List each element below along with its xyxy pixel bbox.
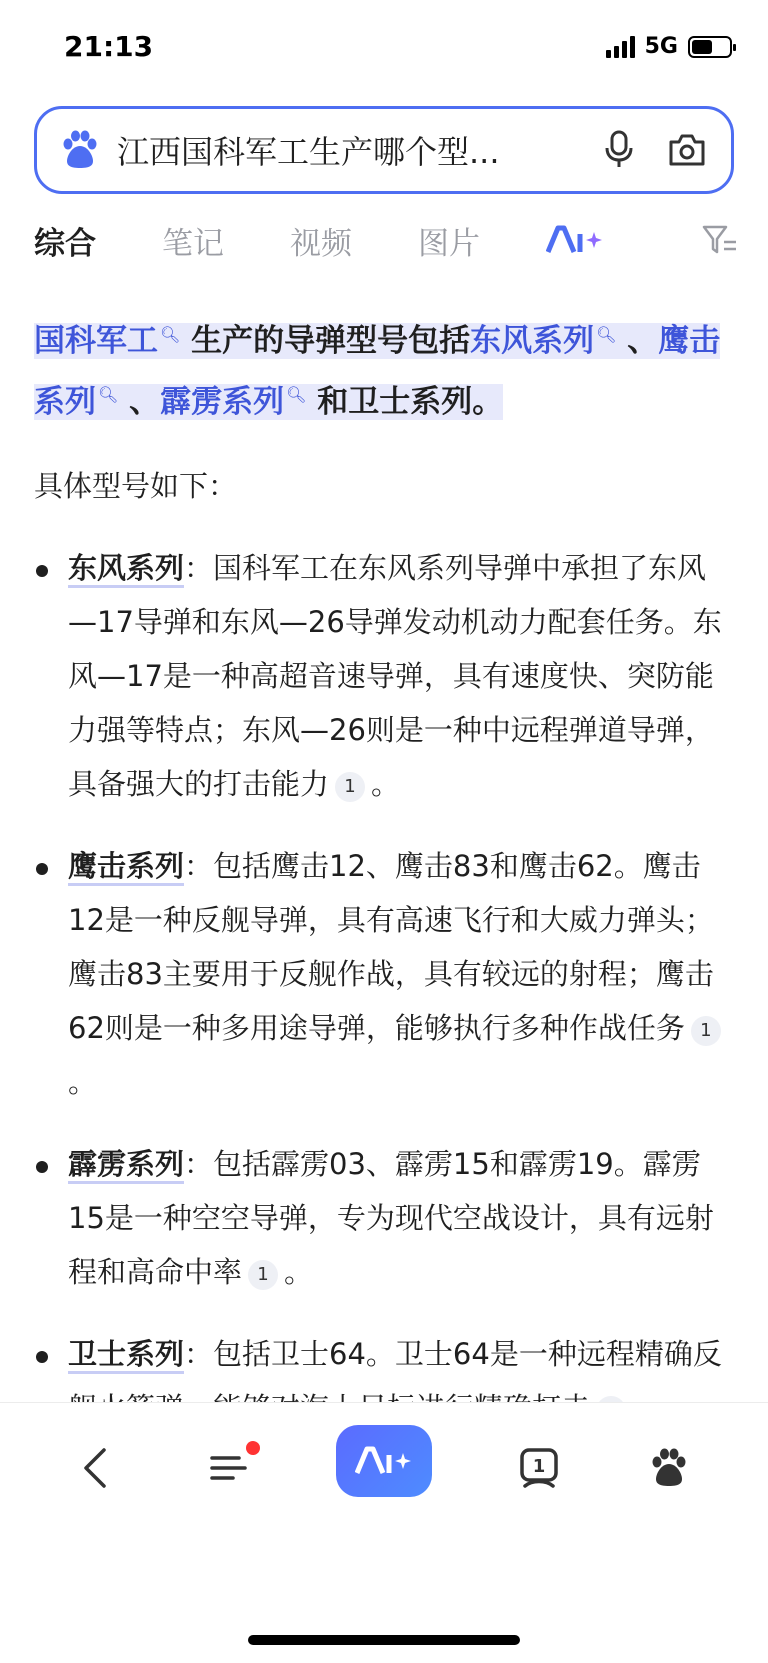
entity-link-dongfeng[interactable]: 东风系列	[470, 323, 595, 360]
search-icon: 🔍︎	[286, 385, 307, 405]
item-body: ：国科军工在东风系列导弹中承担了东风—17导弹和东风—26导弹发动机动力配套任务。东风—17是一种高超音速导弹，具有速度快、突防能力强等特点；东风—26则是一种中远程弹道导弹，具备强大的打击能力	[68, 550, 722, 801]
camera-icon	[667, 132, 707, 168]
baidu-home-button[interactable]	[634, 1433, 704, 1503]
item-title[interactable]: 卫士系列	[68, 1337, 184, 1374]
baidu-paw-icon	[59, 129, 101, 171]
status-time: 21:13	[64, 30, 154, 63]
tab-notes[interactable]: 笔记	[162, 225, 224, 262]
item-title[interactable]: 鹰击系列	[68, 849, 184, 886]
item-body: ：包括霹雳03、霹雳15和霹雳19。霹雳15是一种空空导弹，专为现代空战设计，具有远射程和高命中率	[68, 1146, 714, 1289]
menu-button[interactable]	[194, 1433, 264, 1503]
item-end: 。	[68, 1064, 98, 1099]
search-icon: 🔍︎	[160, 325, 181, 344]
ai-assistant-button[interactable]	[336, 1425, 432, 1497]
tab-images[interactable]: 图片	[418, 225, 480, 262]
image-search-button[interactable]	[665, 128, 709, 172]
answer-summary	[34, 308, 734, 429]
tab-count: 1	[532, 1456, 546, 1477]
citation-badge[interactable]: 1	[335, 772, 365, 802]
home-indicator	[248, 1635, 520, 1645]
battery-icon	[688, 36, 732, 58]
search-icon: 🔍︎	[596, 325, 617, 344]
entity-link-pili[interactable]: 霹雳系列	[160, 383, 285, 420]
item-body: ：包括鹰击12、鹰击83和鹰击62。鹰击12是一种反舰导弹，具有高速飞行和大威力弹头；鹰击83主要用于反舰作战，具有较远的射程；鹰击62则是一种多用途导弹，能够执行多种作战任务	[68, 848, 714, 1045]
tab-all[interactable]: 综合	[34, 225, 96, 262]
status-bar	[0, 0, 768, 96]
item-title[interactable]: 东风系列	[68, 551, 184, 588]
summary-text: 和卫士系列。	[317, 383, 504, 420]
summary-separator: 、	[129, 383, 161, 420]
citation-badge[interactable]: 1	[248, 1260, 278, 1290]
entity-link-yingji[interactable]: 鹰击系列	[34, 323, 721, 420]
signal-icon	[606, 36, 635, 58]
item-body: ：包括卫士64。卫士64是一种远程精确反	[184, 1336, 722, 1371]
ai-answer	[34, 272, 734, 1435]
tab-videos[interactable]: 视频	[290, 225, 352, 262]
item-title[interactable]: 霹雳系列	[68, 1147, 184, 1184]
search-input[interactable]: 江西国科军工生产哪个型...	[117, 133, 500, 171]
tab-ai[interactable]	[546, 224, 604, 256]
item-end: 。	[284, 1254, 314, 1289]
tabs-count-icon	[517, 1446, 561, 1490]
search-box[interactable]	[34, 106, 734, 194]
item-end: 。	[371, 766, 401, 801]
list-item	[34, 1137, 734, 1299]
list-item	[34, 541, 734, 811]
voice-search-button[interactable]	[597, 128, 641, 172]
entity-link-guoke[interactable]: 国科军工	[34, 323, 158, 360]
notification-dot	[246, 1441, 260, 1455]
citation-badge[interactable]: 1	[691, 1016, 721, 1046]
network-type: 5G	[644, 34, 678, 59]
bottom-nav	[0, 1402, 768, 1663]
answer-intro: 具体型号如下：	[34, 468, 238, 503]
summary-text: 生产的导弹型号包括	[191, 323, 471, 360]
tabs-button[interactable]	[504, 1433, 574, 1503]
ai-sparkle-icon	[546, 224, 604, 256]
search-icon: 🔍︎	[98, 385, 119, 405]
back-button[interactable]	[60, 1433, 130, 1503]
result-tabs	[0, 208, 768, 272]
ai-sparkle-icon	[355, 1445, 413, 1477]
list-item	[34, 839, 734, 1109]
microphone-icon	[604, 130, 634, 170]
filter-icon[interactable]	[702, 224, 738, 256]
summary-separator: 、	[627, 323, 659, 360]
baidu-paw-icon	[648, 1447, 690, 1489]
chevron-left-icon	[80, 1446, 110, 1490]
status-indicators	[606, 34, 732, 59]
menu-icon	[209, 1450, 249, 1486]
